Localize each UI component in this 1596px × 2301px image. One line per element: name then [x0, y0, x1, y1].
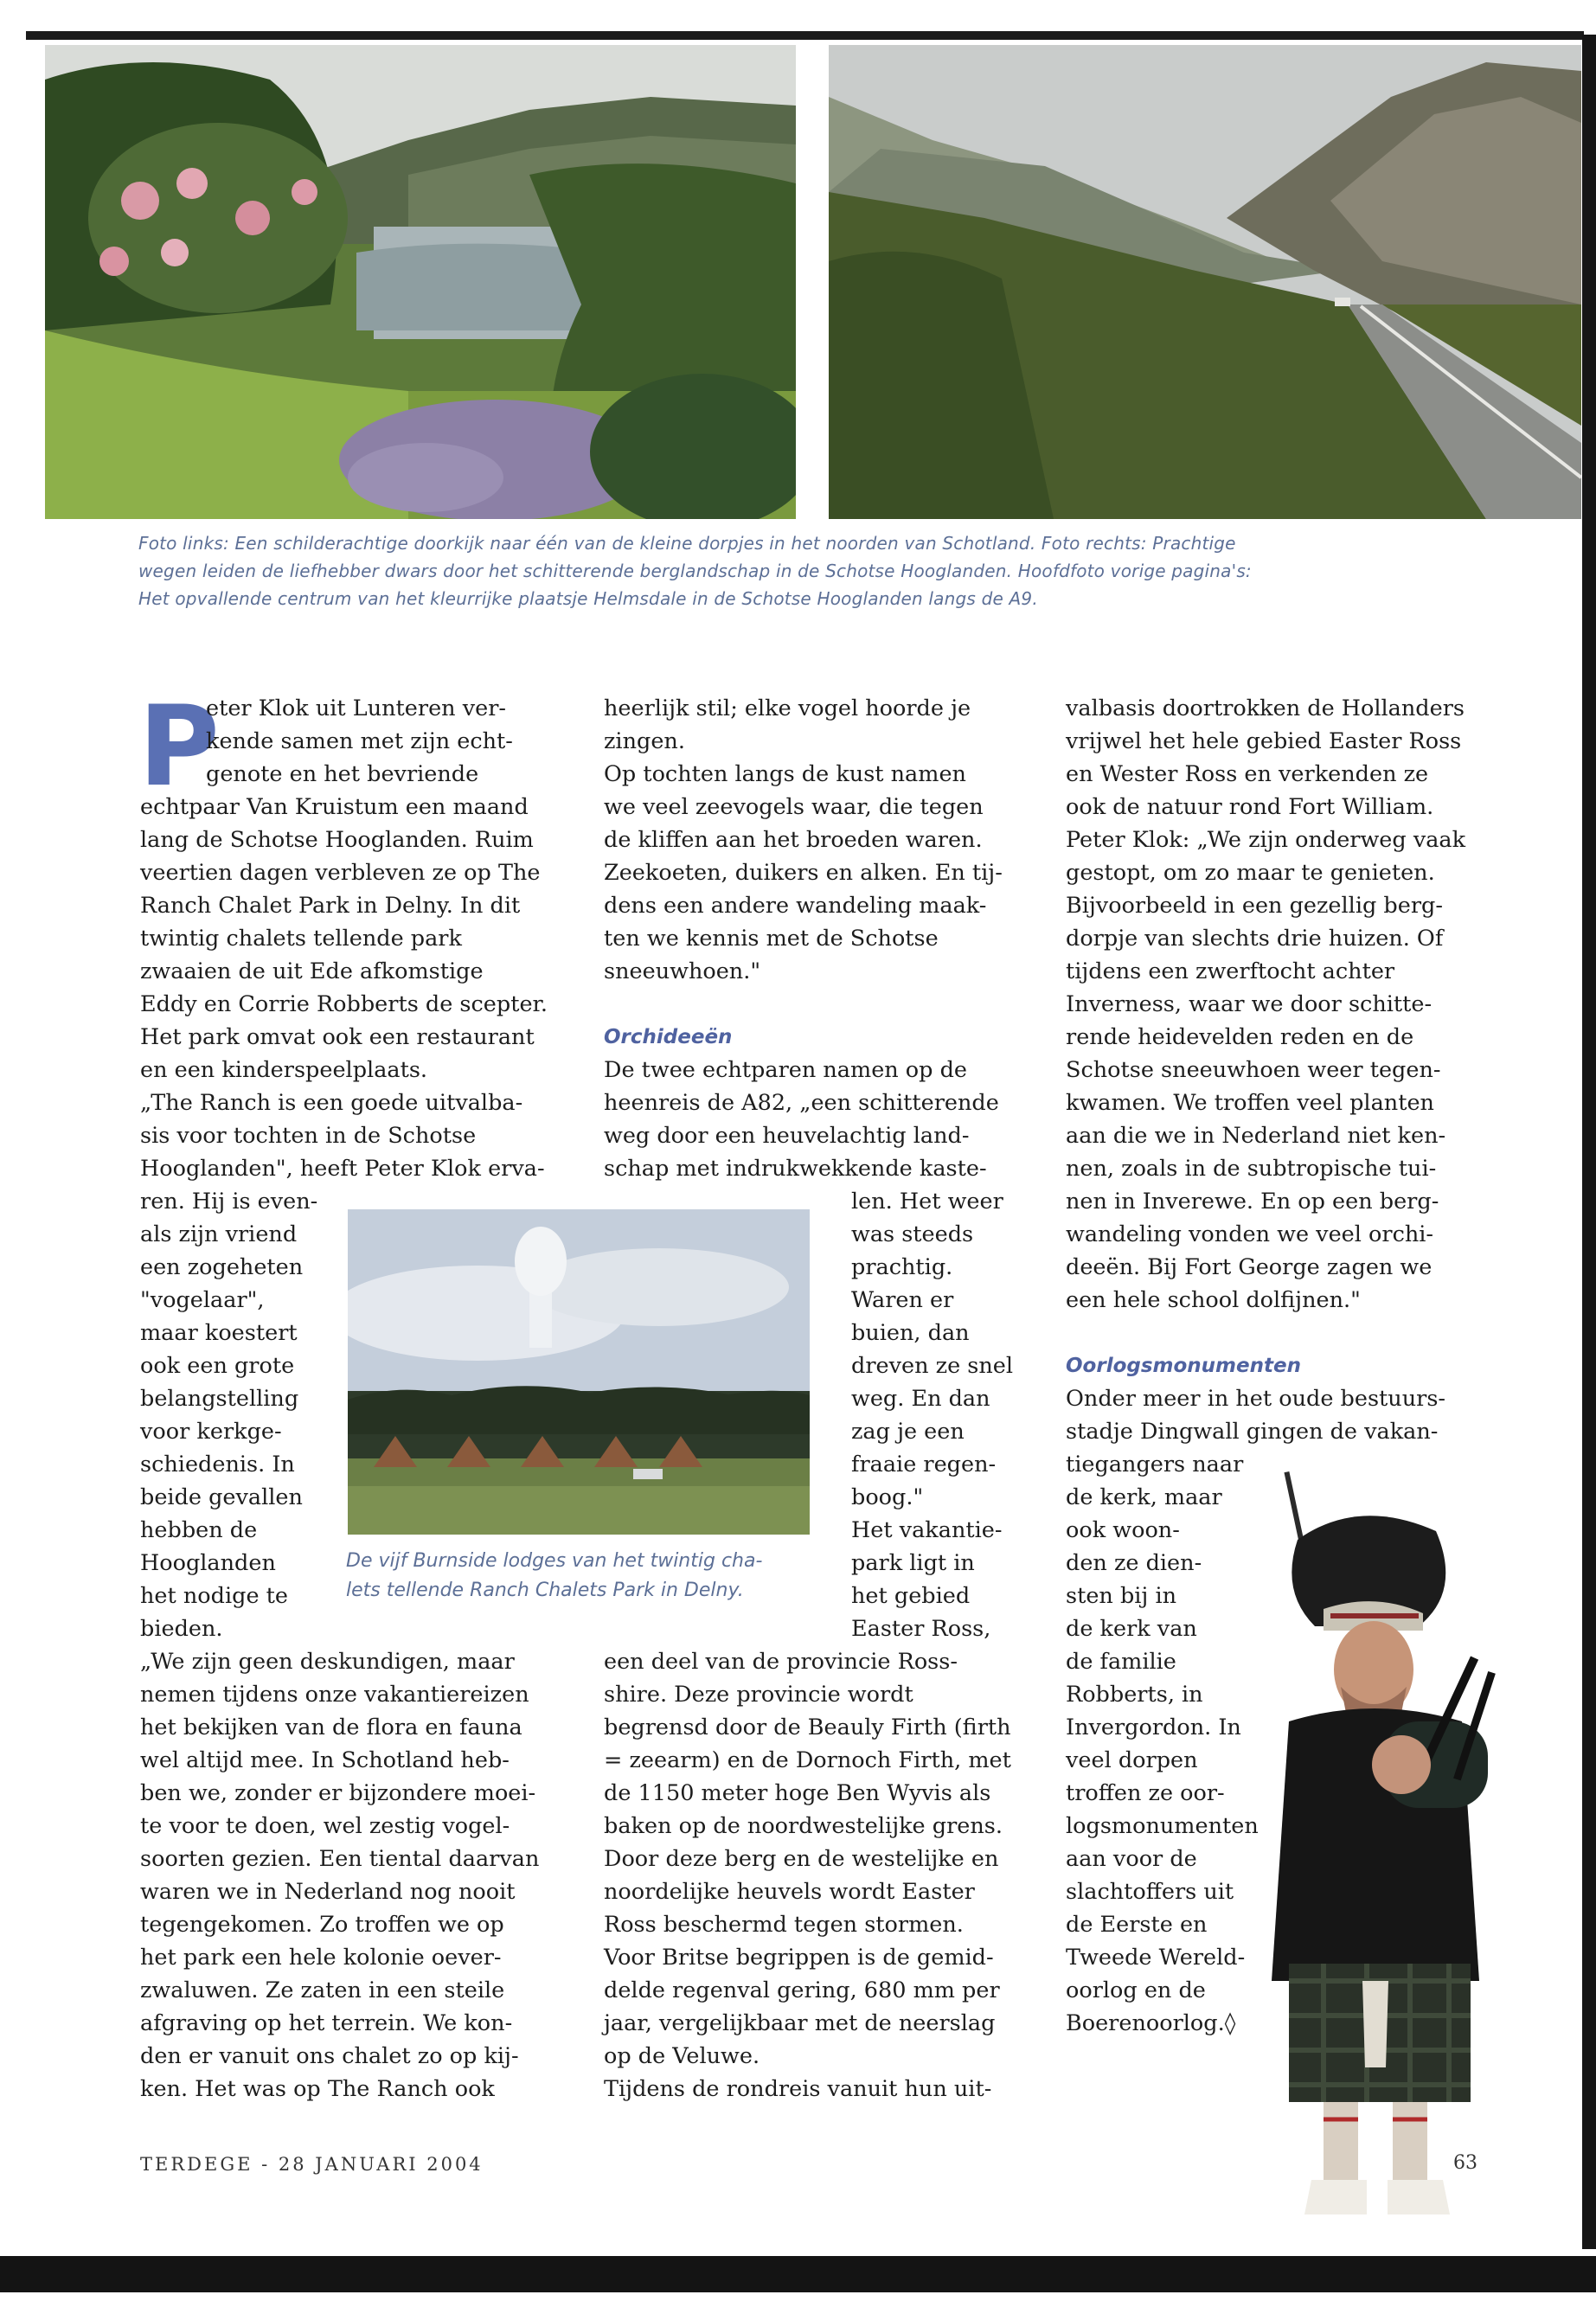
text-line: shire. Deze provincie wordt	[604, 1682, 913, 1708]
text-line: zwaaien de uit Ede afkomstige	[140, 958, 484, 984]
col2-narrow	[851, 1185, 1013, 1645]
text-line: Tweede Wereld-	[1066, 1945, 1246, 1971]
text-line: de 1150 meter hoge Ben Wyvis als	[604, 1780, 991, 1806]
text-line: ook woon-	[1066, 1517, 1180, 1543]
photo-mountain-road	[829, 45, 1581, 519]
scan-border-bottom	[0, 2256, 1596, 2301]
text-line: Onder meer in het oude bestuurs-	[1066, 1386, 1446, 1412]
text-line: Peter Klok: „We zijn onderweg vaak	[1066, 827, 1466, 853]
text-line: het park een hele kolonie oever-	[140, 1945, 502, 1971]
caption-line: lets tellende Ranch Chalets Park in Delny.	[346, 1580, 744, 1601]
text-line: Op tochten langs de kust namen	[604, 761, 966, 787]
text-line: genote en het bevriende	[206, 761, 479, 787]
text-line: schap met indrukwekkende kaste-	[604, 1156, 987, 1182]
text-line: zag je een	[851, 1419, 965, 1445]
text-line: een hele school dolfijnen."	[1066, 1287, 1361, 1313]
text-line: de kliffen aan het broeden waren.	[604, 827, 983, 853]
text-line: te voor te doen, wel zestig vogel-	[140, 1813, 510, 1839]
text-line: Door deze berg en de westelijke en	[604, 1846, 999, 1872]
text-line: Waren er	[851, 1287, 954, 1313]
text-line: „The Ranch is een goede uitvalba-	[140, 1090, 523, 1116]
text-line: Hooglanden	[140, 1550, 276, 1576]
text-line: heerlijk stil; elke vogel hoorde je	[604, 695, 971, 721]
text-line: een zogeheten	[140, 1254, 304, 1280]
caption-line: Het opvallende centrum van het kleurrijke plaatsje Helmsdale in de Schotse Hooglanden langs de A9.	[138, 588, 1038, 609]
text-line: = zeearm) en de Dornoch Firth, met	[604, 1747, 1011, 1773]
text-line: logsmonumenten	[1066, 1813, 1259, 1839]
text-line: Eddy en Corrie Robberts de scepter.	[140, 991, 548, 1017]
text-line: buien, dan	[851, 1320, 970, 1346]
text-line: Robberts, in	[1066, 1682, 1203, 1708]
text-line: slachtoffers uit	[1066, 1879, 1234, 1905]
text-line: een deel van de provincie Ross-	[604, 1649, 958, 1675]
text-line: park ligt in	[851, 1550, 975, 1576]
caption-line: De vijf Burnside lodges van het twintig cha-	[346, 1550, 763, 1572]
text-line: valbasis doortrokken de Hollanders	[1066, 695, 1465, 721]
text-line: heenreis de A82, „een schitterende	[604, 1090, 999, 1116]
text-line: sneeuwhoen."	[604, 958, 761, 984]
text-line: ook de natuur rond Fort William.	[1066, 794, 1434, 820]
text-line: veel dorpen	[1066, 1747, 1198, 1773]
text-line: lang de Schotse Hooglanden. Ruim	[140, 827, 534, 853]
text-line: deeën. Bij Fort George zagen we	[1066, 1254, 1433, 1280]
text-line: eter Klok uit Lunteren ver-	[206, 695, 507, 721]
text-line: afgraving op het terrein. We kon-	[140, 2010, 513, 2036]
text-line: op de Veluwe.	[604, 2043, 760, 2069]
caption-line: Foto links: Een schilderachtige doorkijk naar één van de kleine dorpjes in het noorden van Schotland. Foto rechts: Prachtige	[138, 533, 1236, 554]
text-line: ten we kennis met de Schotse	[604, 926, 939, 952]
text-line: baken op de noordwestelijke grens.	[604, 1813, 1003, 1839]
text-line: we veel zeevogels waar, die tegen	[604, 794, 984, 820]
text-line: noordelijke heuvels wordt Easter	[604, 1879, 975, 1905]
text-line: stadje Dingwall gingen de vakan-	[1066, 1419, 1439, 1445]
text-line: kende samen met zijn echt-	[206, 728, 513, 754]
text-line: dorpje van slechts drie huizen. Of	[1066, 926, 1444, 952]
text-line: het nodige te	[140, 1583, 288, 1609]
text-line: vrijwel het hele gebied Easter Ross	[1066, 728, 1462, 754]
text-line: Bijvoorbeeld in een gezellig berg-	[1066, 893, 1443, 919]
text-line: troffen ze oor-	[1066, 1780, 1225, 1806]
text-line: fraaie regen-	[851, 1452, 997, 1477]
text-line: Tijdens de rondreis vanuit hun uit-	[604, 2076, 992, 2102]
heading-oorlogsmonumenten: Oorlogsmonumenten	[1066, 1355, 1301, 1377]
text-line: „We zijn geen deskundigen, maar	[140, 1649, 515, 1675]
text-line: len. Het weer	[851, 1189, 1003, 1215]
text-line: als zijn vriend	[140, 1221, 298, 1247]
footer-page-number: 63	[1453, 2152, 1477, 2174]
text-line: bieden.	[140, 1616, 223, 1642]
text-line: nen, zoals in de subtropische tui-	[1066, 1156, 1437, 1182]
text-line: soorten gezien. Een tiental daarvan	[140, 1846, 540, 1872]
text-line: delde regenval gering, 680 mm per	[604, 1977, 1000, 2003]
inset-photo-caption	[346, 1547, 830, 1606]
caption-line: wegen leiden de liefhebber dwars door het schitterende berglandschap in de Schotse Hooglanden. Hoofdfoto vorige pagina's:	[138, 561, 1252, 581]
text-line: weg door een heuvelachtig land-	[604, 1123, 970, 1149]
text-line: wel altijd mee. In Schotland heb-	[140, 1747, 510, 1773]
text-line: en een kinderspeelplaats.	[140, 1057, 428, 1083]
text-line: zwaluwen. Ze zaten in een steile	[140, 1977, 505, 2003]
text-line: "vogelaar",	[140, 1287, 265, 1313]
text-line: ken. Het was op The Ranch ook	[140, 2076, 495, 2102]
text-line: en Wester Ross en verkenden ze	[1066, 761, 1429, 787]
text-line: dreven ze snel	[851, 1353, 1014, 1379]
text-line: belangstelling	[140, 1386, 299, 1412]
text-line: veertien dagen verbleven ze op The	[140, 860, 541, 886]
text-line: Zeekoeten, duikers en alken. En tij-	[604, 860, 1003, 886]
text-line: tegengekomen. Zo troffen we op	[140, 1912, 504, 1938]
text-line: de Eerste en	[1066, 1912, 1208, 1938]
col1-intro	[206, 692, 513, 791]
text-line: het gebied	[851, 1583, 971, 1609]
text-line: de familie	[1066, 1649, 1176, 1675]
scan-border-top	[0, 0, 1596, 45]
text-line: hebben de	[140, 1517, 258, 1543]
text-line: tiegangers naar	[1066, 1452, 1244, 1477]
dropcap-letter: P	[138, 683, 220, 811]
text-line: Ranch Chalet Park in Delny. In dit	[140, 893, 521, 919]
text-line: was steeds	[851, 1221, 974, 1247]
text-line: prachtig.	[851, 1254, 953, 1280]
text-line: nemen tijdens onze vakantiereizen	[140, 1682, 529, 1708]
text-line: begrensd door de Beauly Firth (firth	[604, 1715, 1011, 1740]
text-line: de kerk, maar	[1066, 1484, 1222, 1510]
text-line: Schotse sneeuwhoen weer tegen-	[1066, 1057, 1441, 1083]
text-line: echtpaar Van Kruistum een maand	[140, 794, 529, 820]
text-line: aan voor de	[1066, 1846, 1197, 1872]
text-line: boog."	[851, 1484, 924, 1510]
text-line: ook een grote	[140, 1353, 295, 1379]
text-line: de kerk van	[1066, 1616, 1197, 1642]
text-line: rende heidevelden reden en de	[1066, 1024, 1414, 1050]
blank-line	[1066, 1317, 1465, 1349]
text-line: beide gevallen	[140, 1484, 303, 1510]
text-line: Boerenoorlog.◊	[1066, 2010, 1236, 2036]
top-photo-caption	[138, 529, 1436, 612]
col2-bottom	[604, 1645, 1011, 2106]
text-line: De twee echtparen namen op de	[604, 1057, 968, 1083]
photo-bagpiper	[1228, 1462, 1540, 2240]
text-line: Easter Ross,	[851, 1616, 991, 1642]
text-line: kwamen. We troffen veel planten	[1066, 1090, 1434, 1116]
footer-magazine-date: TERDEGE - 28 JANUARI 2004	[140, 2154, 484, 2175]
text-line: schiedenis. In	[140, 1452, 295, 1477]
text-line: jaar, vergelijkbaar met de neerslag	[604, 2010, 996, 2036]
scan-border-right	[1582, 35, 1596, 2249]
text-line: weg. En dan	[851, 1386, 990, 1412]
col2-top	[604, 692, 1003, 1185]
text-line: zingen.	[604, 728, 685, 754]
text-line: maar koestert	[140, 1320, 298, 1346]
text-line: wandeling vonden we veel orchi-	[1066, 1221, 1434, 1247]
blank-line	[604, 988, 1003, 1021]
text-line: Ross beschermd tegen stormen.	[604, 1912, 964, 1938]
text-line: den er vanuit ons chalet zo op kij-	[140, 2043, 519, 2069]
text-line: nen in Inverewe. En op een berg-	[1066, 1189, 1439, 1215]
text-line: den ze dien-	[1066, 1550, 1202, 1576]
text-line: sten bij in	[1066, 1583, 1177, 1609]
text-line: ren. Hij is even-	[140, 1189, 318, 1215]
text-line: tijdens een zwerftocht achter	[1066, 958, 1395, 984]
text-line: Het vakantie-	[851, 1517, 1003, 1543]
text-line: oorlog en de	[1066, 1977, 1206, 2003]
text-line: voor kerkge-	[140, 1419, 282, 1445]
text-line: Het park omvat ook een restaurant	[140, 1024, 535, 1050]
text-line: dens een andere wandeling maak-	[604, 893, 987, 919]
text-line: gestopt, om zo maar te genieten.	[1066, 860, 1435, 886]
text-line: sis voor tochten in de Schotse	[140, 1123, 477, 1149]
text-line: twintig chalets tellende park	[140, 926, 462, 952]
text-line: Inverness, waar we door schitte-	[1066, 991, 1433, 1017]
heading-orchideeen: Orchideeën	[604, 1026, 733, 1048]
photo-burnside-lodges	[348, 1209, 810, 1535]
text-line: aan die we in Nederland niet ken-	[1066, 1123, 1446, 1149]
text-line: ben we, zonder er bijzondere moei-	[140, 1780, 536, 1806]
text-line: Hooglanden", heeft Peter Klok erva-	[140, 1156, 545, 1182]
text-line: Invergordon. In	[1066, 1715, 1241, 1740]
text-line: waren we in Nederland nog nooit	[140, 1879, 516, 1905]
text-line: Voor Britse begrippen is de gemid-	[604, 1945, 994, 1971]
text-line: het bekijken van de flora en fauna	[140, 1715, 522, 1740]
photo-garden-loch	[45, 45, 796, 519]
